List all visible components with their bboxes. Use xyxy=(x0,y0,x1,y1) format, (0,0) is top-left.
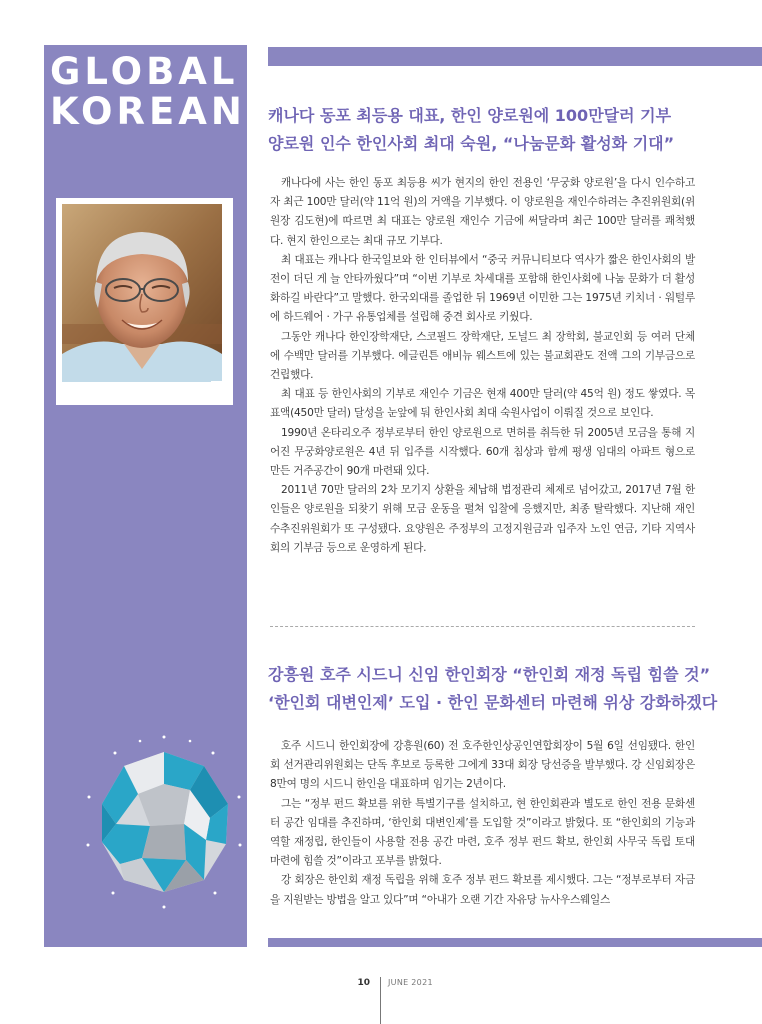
article2-headline-line2: ‘한인회 대변인제’ 도입 · 한인 문화센터 마련해 위상 강화하겠다 xyxy=(268,693,718,712)
globe-illustration xyxy=(86,732,242,912)
section-title-line2: KOREAN xyxy=(50,90,246,133)
article2-headline xyxy=(268,661,738,717)
top-accent-bar xyxy=(268,47,762,66)
article1-body xyxy=(270,174,695,558)
article1-paragraph: 최 대표는 캐나다 한국일보와 한 인터뷰에서 “중국 커뮤니티보다 역사가 짧은 한인사회의 발전이 더딘 게 늘 안타까웠다”며 “이번 기부로 차세대를 포함해 한인사회에 나눔 문화가 더 활성화하길 바란다”고 말했다. 한국외대를 졸업한 뒤 1969년 이민한 그는 1975년 키치너 · 워털루에 하드웨어 · 가구 유통업체를 설립해 중견 회사로 키웠다. xyxy=(270,253,695,324)
article2-paragraph: 강 회장은 한인회 재정 독립을 위해 호주 정부 펀드 확보를 제시했다. 그는 “정부로부터 자금을 지원받는 방법을 알고 있다”며 “아내가 오랜 기간 자유당 뉴사우스웨일스 xyxy=(270,874,695,906)
page-footer xyxy=(0,977,762,997)
article1-headline xyxy=(268,102,708,158)
article1-paragraph: 1990년 온타리오주 정부로부터 한인 양로원으로 면허를 취득한 뒤 2005년 모금을 통해 지어진 무궁화양로원은 4년 뒤 입주를 시작했다. 60개 침상과 함께 평생 임대의 아파트 형으로 만든 거주공간이 90개 마련돼 있다. xyxy=(270,426,695,478)
issue-date: JUNE 2021 xyxy=(388,978,433,987)
portrait-frame xyxy=(56,198,233,405)
bottom-accent-bar xyxy=(268,938,762,947)
section-title-line1: GLOBAL xyxy=(50,50,239,93)
article1-paragraph: 캐나다에 사는 한인 동포 최등용 씨가 현지의 한인 전용인 ‘무궁화 양로원’을 다시 인수하고자 최근 100만 달러(약 11억 원)의 거액을 기부했다. 이 양로원을 재인수하려는 추진위원회(위원장 김도현)에 따르면 최 대표는 양로원 재인수 기금에 써달라며 최근 100만 달러를 쾌척했다. 현지 한인으로는 최대 규모 기부다. xyxy=(270,177,695,247)
article-divider xyxy=(270,626,695,627)
article1-paragraph: 그동안 캐나다 한인장학재단, 스코필드 장학재단, 도널드 최 장학회, 불교인회 등 여러 단체에 수백만 달러를 기부했다. 에글린튼 애비뉴 웨스트에 있는 불교회관도 전액 그의 기부금으로 건립했다. xyxy=(270,330,695,382)
article2-body xyxy=(270,737,695,910)
article1-paragraph: 최 대표 등 한인사회의 기부로 재인수 기금은 현재 400만 달러(약 45억 원) 정도 쌓였다. 목표액(450만 달러) 달성을 눈앞에 둬 한인사회 최대 숙원사업이 이뤄질 것으로 보인다. xyxy=(270,388,695,420)
portrait-photo xyxy=(62,204,222,382)
article2-headline-line1: 강흥원 호주 시드니 신임 한인회장 “한인회 재정 독립 힘쓸 것” xyxy=(268,665,711,684)
article2-paragraph: 그는 “정부 펀드 확보를 위한 특별기구를 설치하고, 현 한인회관과 별도로 한인 전용 문화센터 공간 임대를 추진하며, ‘한인회 대변인제’를 도입할 것”이라고 밝혔다. 또 “한인회의 기능과 역할 재정립, 한인들이 사용할 전용 공간 마련, 호주 정부 펀드 확보, 한인회 사무국 독립 토대 마련에 힘쓸 것”이라고 포부를 밝혔다. xyxy=(270,797,695,868)
article2-paragraph: 호주 시드니 한인회장에 강흥원(60) 전 호주한인상공인연합회장이 5월 6일 선임됐다. 한인회 선거관리위원회는 단독 후보로 등록한 그에게 33대 회장 당선증을 발부했다. 강 신임회장은 8만여 명의 시드니 한인을 대표하며 임기는 2년이다. xyxy=(270,740,695,791)
page-number: 10 xyxy=(357,978,370,988)
article1-headline-line2: 양로원 인수 한인사회 최대 숙원, “나눔문화 활성화 기대” xyxy=(268,134,675,153)
portrait-frame-tail xyxy=(211,381,233,405)
footer-divider xyxy=(380,977,381,1024)
article1-paragraph: 2011년 70만 달러의 2차 모기지 상환을 체납해 법정관리 체제로 넘어갔고, 2017년 7월 한인들은 양로원을 되찾기 위해 모금 운동을 펼쳐 입찰에 응했지만, 최종 탈락했다. 지난해 재인수추진위원회가 또 구성됐다. 요양원은 주정부의 고정지원금과 입주자 노인 연금, 기타 지역사회의 기부금 등으로 운영하게 된다. xyxy=(270,484,695,554)
article1-headline-line1: 캐나다 동포 최등용 대표, 한인 양로원에 100만달러 기부 xyxy=(268,106,672,125)
section-title xyxy=(50,52,245,132)
